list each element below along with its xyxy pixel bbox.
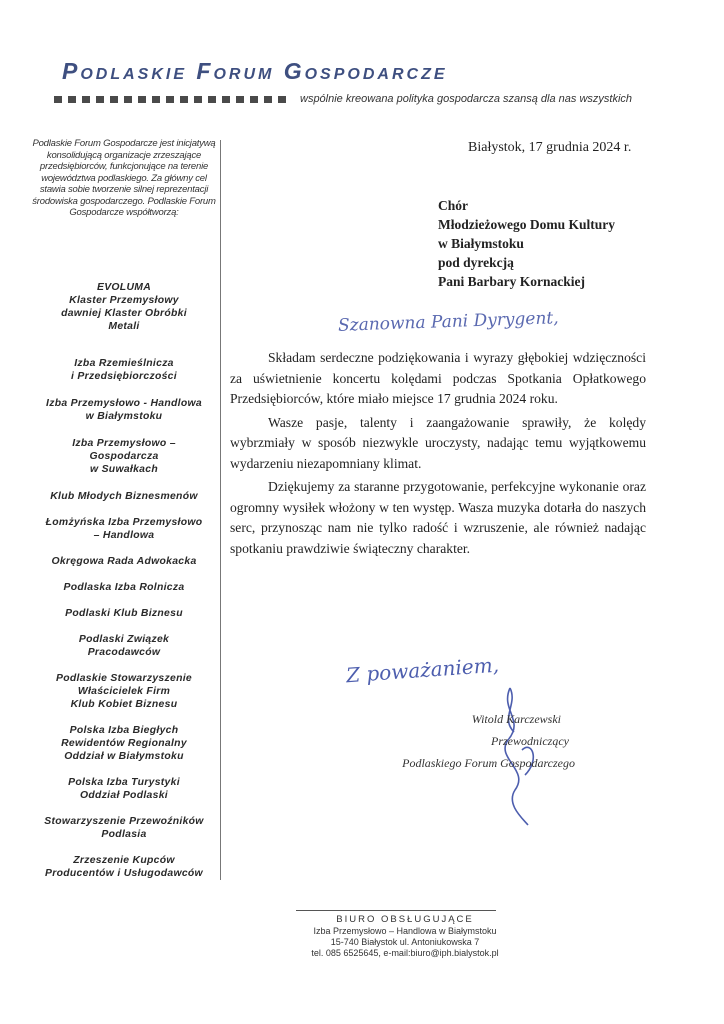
- sidebar-divider: [220, 140, 221, 880]
- footer-office-title: BIURO OBSŁUGUJĄCE: [336, 914, 474, 925]
- member-organization: [30, 281, 218, 333]
- member-organization-line: Polska Izba Biegłych: [69, 724, 179, 736]
- member-organization: [30, 490, 218, 503]
- member-organization-line: Stowarzyszenie Przewoźników: [44, 815, 204, 827]
- member-organization-line: Izba Przemysłowo - Handlowa: [46, 397, 202, 409]
- footer-line: tel. 085 6525645, e-mail:biuro@iph.bialystok.pl: [311, 948, 499, 958]
- handwritten-salutation: Szanowna Pani Dyrygent,: [337, 308, 559, 336]
- recipient-line: Młodzieżowego Domu Kultury: [438, 217, 615, 232]
- member-organization-line: Metali: [108, 320, 140, 332]
- recipient-line: w Białymstoku: [438, 236, 524, 251]
- member-organization-line: Podlaski Klub Biznesu: [65, 607, 183, 619]
- member-organization-line: Gospodarcza: [89, 450, 159, 462]
- member-organization-line: Klub Młodych Biznesmenów: [50, 490, 198, 502]
- member-organization-line: Klub Kobiet Biznesu: [70, 698, 178, 710]
- member-organization-line: Podlasia: [101, 828, 147, 840]
- footer: [290, 914, 520, 959]
- sidebar: [30, 138, 218, 880]
- member-organization-line: Oddział w Białymstoku: [64, 750, 184, 762]
- signature-block: [400, 708, 575, 774]
- sidebar-intro: Podlaskie Forum Gospodarcze jest inicjatywą konsolidującą organizacje zrzeszające przedsiębiorców, funkcjonujące na terenie województwa podlaskiego. Za główny cel stawia sobie tworzenie silnej reprezentacji środowiska gospodarczego. Podlaskie Forum Gospodarcze współtworzą:: [32, 138, 216, 218]
- member-organization: [30, 724, 218, 763]
- footer-line: 15-740 Białystok ul. Antoniukowska 7: [330, 937, 480, 947]
- member-organization: [30, 516, 218, 542]
- signatory-name: Witold Karczewski: [471, 712, 561, 726]
- member-organization: [30, 815, 218, 841]
- member-list: [30, 281, 218, 880]
- member-organization: [30, 555, 218, 568]
- recipient-line: pod dyrekcją: [438, 255, 514, 270]
- member-organization-line: Izba Rzemieślnicza: [74, 357, 174, 369]
- member-organization: [30, 854, 218, 880]
- member-organization-line: EVOLUMA: [96, 281, 152, 293]
- organization-tagline: wspólnie kreowana polityka gospodarcza szansą dla nas wszystkich: [300, 93, 633, 105]
- letter-paragraph: Wasze pasje, talenty i zaangażowanie sprawiły, że kolędy wybrzmiały w sposób niezwykle uroczysty, nadając temu wyjątkowemu wydarzeniu niezapomniany klimat.: [230, 414, 646, 471]
- member-organization-line: Zrzeszenie Kupców: [73, 854, 175, 866]
- letter-paragraph: Dziękujemy za staranne przygotowanie, perfekcyjne wykonanie oraz ogromny wysiłek włożony w ten występ. Wasza muzyka dotarła do naszych serc, przynosząc nam nie tylko radość i wzruszenie, ale również nadając spotkaniu prawdziwie świąteczny charakter.: [230, 479, 646, 556]
- member-organization-line: Oddział Podlaski: [80, 789, 168, 801]
- member-organization-line: Pracodawców: [87, 646, 161, 658]
- member-organization-line: – Handlowa: [93, 529, 155, 541]
- member-organization: [30, 357, 218, 383]
- member-organization: [30, 437, 218, 476]
- member-organization: [30, 607, 218, 620]
- member-organization-line: Polska Izba Turystyki: [68, 776, 180, 788]
- member-organization-line: Rewidentów Regionalny: [61, 737, 187, 749]
- organization-logo-title: Podlaskie Forum Gospodarcze: [62, 58, 448, 84]
- member-organization: [30, 633, 218, 659]
- member-organization-line: Producentów i Usługodawców: [45, 867, 203, 879]
- recipient-block: [438, 196, 615, 291]
- member-organization: [30, 397, 218, 423]
- footer-line: Izba Przemysłowo – Handlowa w Białymstoku: [313, 926, 497, 936]
- logo-decorative-squares: [54, 96, 286, 103]
- recipient-line: Pani Barbary Kornackiej: [438, 274, 585, 289]
- letter-paragraph: Składam serdeczne podziękowania i wyrazy głębokiej wdzięczności za uświetnienie koncertu kolędami podczas Spotkania Opłatkowego Przedsiębiorców, które miało miejsce 17 grudnia 2024 roku.: [230, 350, 646, 406]
- footer-divider: [296, 910, 496, 911]
- letter-body: [230, 348, 646, 562]
- signatory-organization: Podlaskiego Forum Gospodarczego: [402, 756, 575, 770]
- member-organization: [30, 776, 218, 802]
- member-organization-line: i Przedsiębiorczości: [71, 370, 177, 382]
- member-organization-line: Okręgowa Rada Adwokacka: [51, 555, 197, 567]
- member-organization-line: Podlaskie Stowarzyszenie: [56, 672, 192, 684]
- member-organization-line: Właścicielek Firm: [77, 685, 171, 697]
- member-organization-line: Izba Przemysłowo –: [72, 437, 176, 449]
- member-organization-line: w Białymstoku: [85, 410, 163, 422]
- member-organization: [30, 672, 218, 711]
- member-organization-line: Klaster Przemysłowy: [69, 294, 179, 306]
- member-organization: [30, 581, 218, 594]
- letter-date: Białystok, 17 grudnia 2024 r.: [468, 140, 632, 155]
- member-organization-line: Łomżyńska Izba Przemysłowo: [45, 516, 203, 528]
- member-organization-line: w Suwałkach: [90, 463, 158, 475]
- recipient-line: Chór: [438, 198, 468, 213]
- member-organization-line: Podlaska Izba Rolnicza: [63, 581, 185, 593]
- member-organization-line: dawniej Klaster Obróbki: [61, 307, 187, 319]
- member-organization-line: Podlaski Związek: [78, 633, 170, 645]
- signatory-role: Przewodniczący: [491, 734, 569, 748]
- handwritten-closing: Z poważaniem,: [345, 652, 500, 688]
